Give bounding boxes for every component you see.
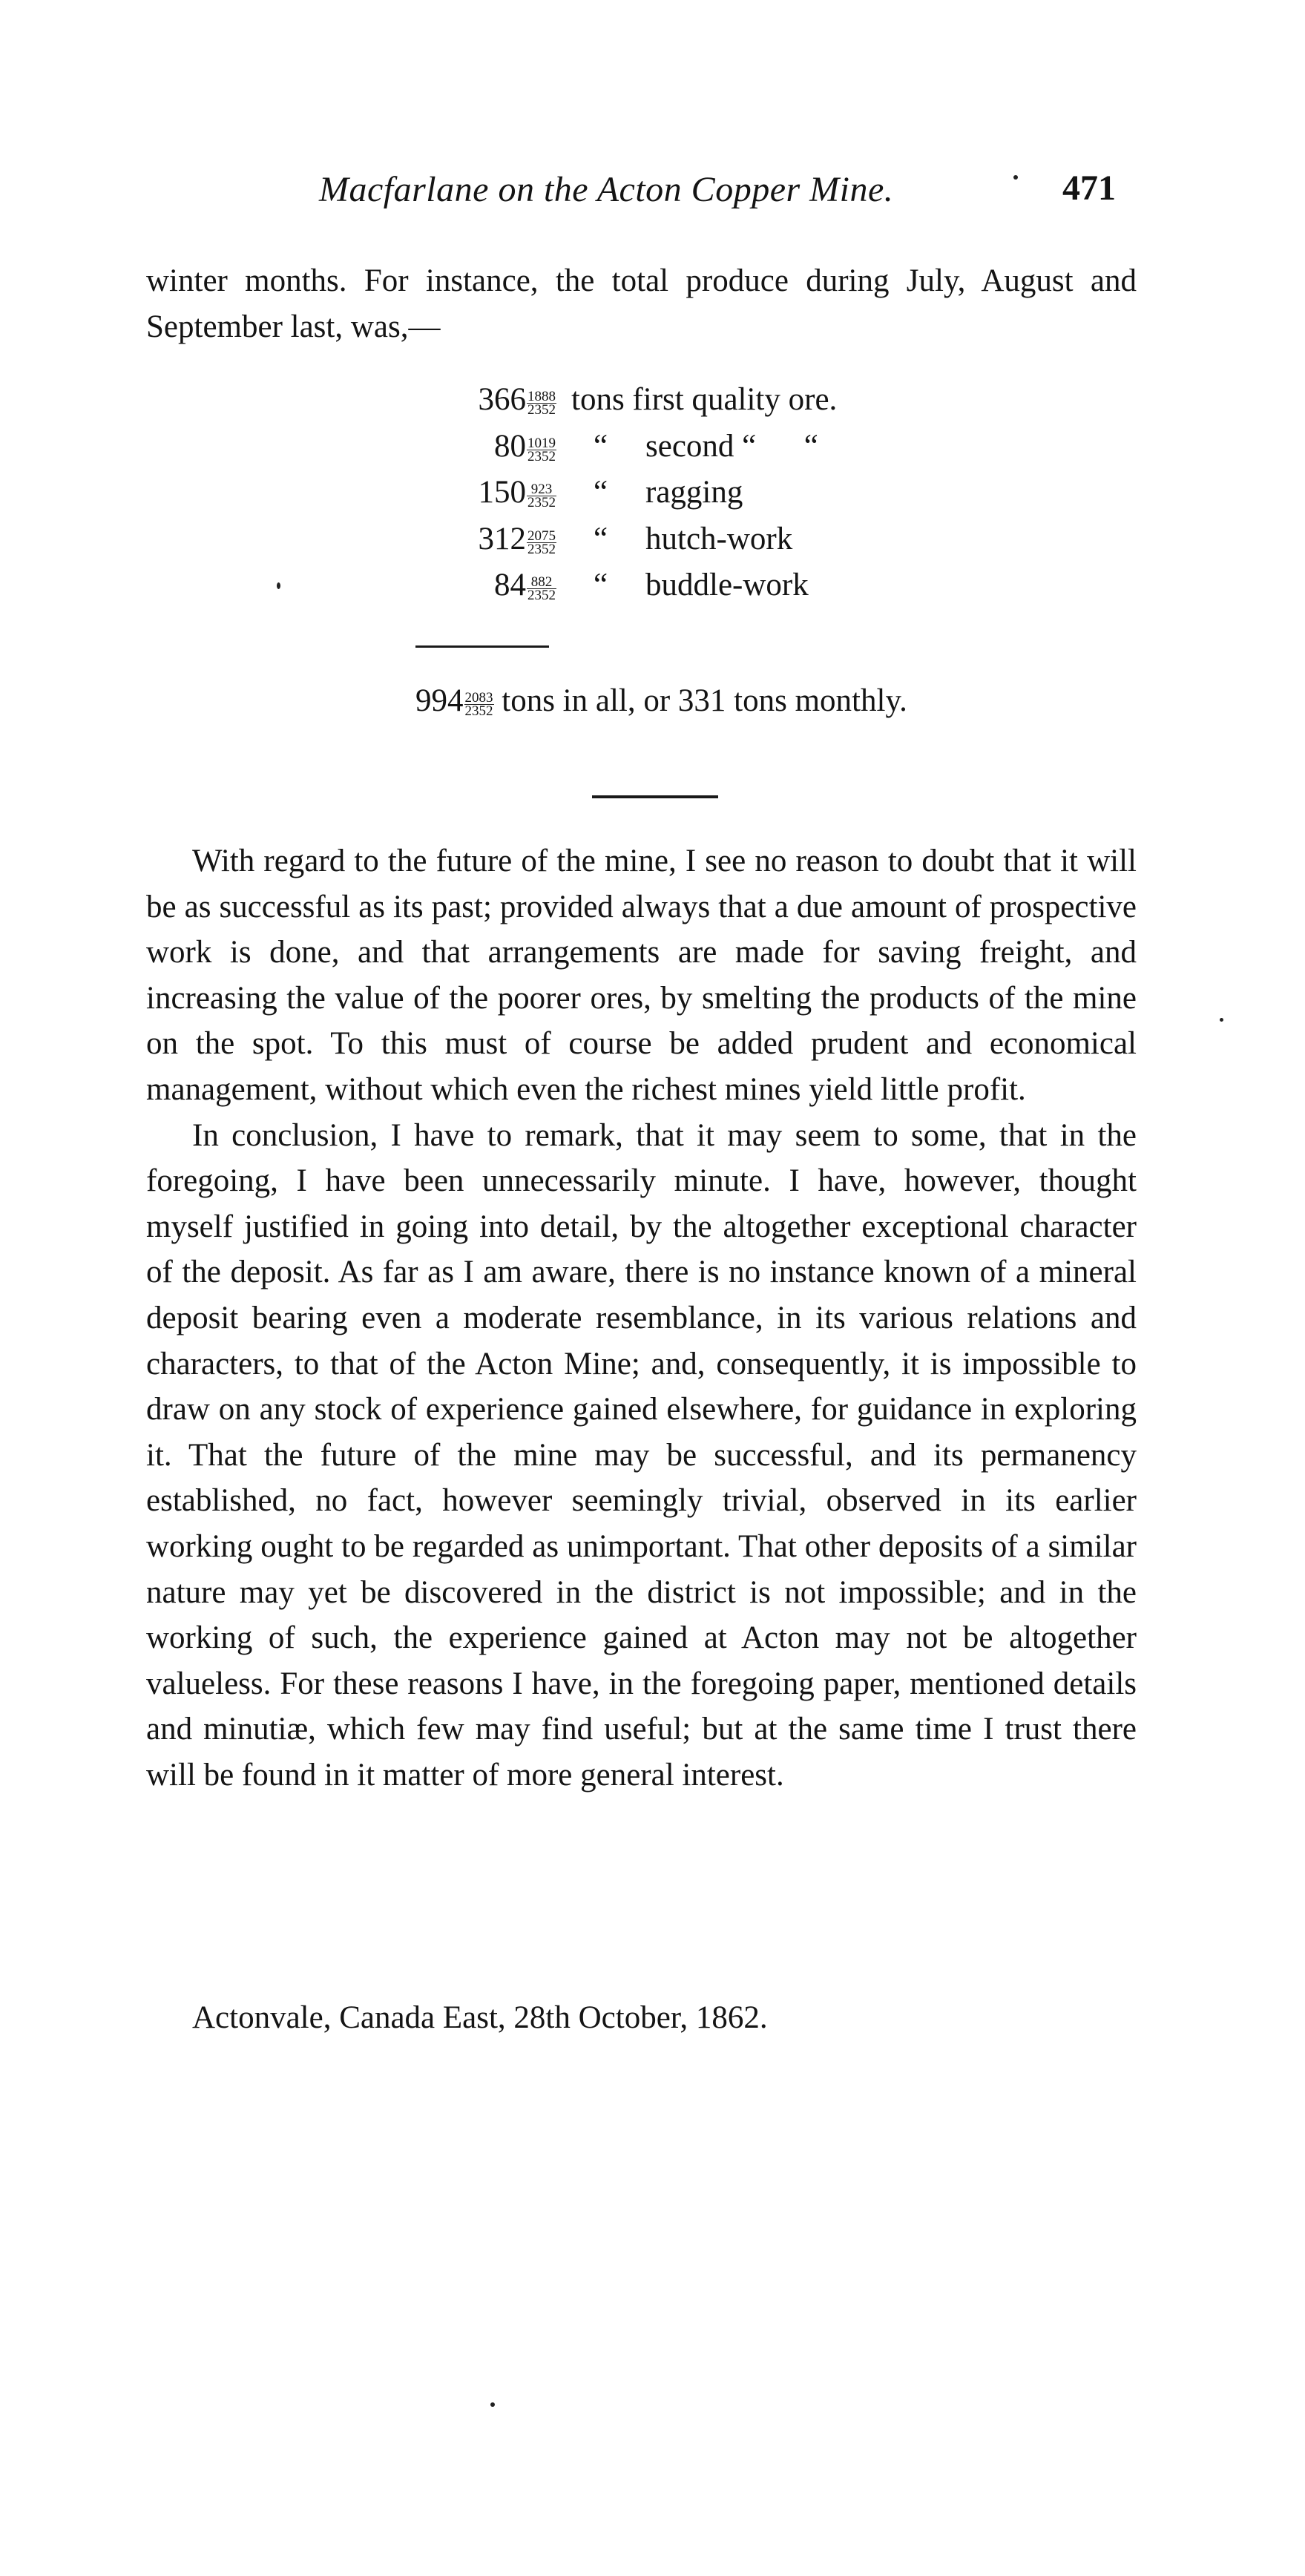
paragraph-future: With regard to the future of the mine, I see no reason to doubt that it will be as successful as its past; provided always that a due amount of prospective work is done, and that arrangements are made for saving freight, and increasing the value of the poorer ores, by smelting the products of the mine on the spot. To this must of course be added prudent and economical management, without which even the richest mines yield little profit. (146, 844, 1137, 1107)
fraction-numerator: 1019 (527, 435, 556, 451)
quantity-fraction (527, 437, 556, 463)
section-divider (592, 795, 718, 798)
total-numerator: 2083 (464, 690, 493, 706)
intro-text: winter months. For instance, the total produce during July, August and September last, was,— (146, 263, 1137, 344)
ore-description: tons first quality ore. (571, 382, 838, 417)
fraction-numerator: 2075 (527, 528, 556, 544)
fraction-denominator: 2352 (527, 588, 556, 603)
quantity-whole: 366 (478, 382, 526, 417)
running-header (0, 169, 1305, 229)
quantity (415, 474, 556, 510)
ditto-mark: “ (594, 568, 608, 602)
total-row (415, 683, 907, 719)
quantity (415, 428, 556, 464)
quantity (415, 567, 556, 603)
page-number: 471 (1062, 168, 1116, 208)
ditto-mark: “ (594, 475, 608, 510)
quantity-whole: 80 (494, 428, 526, 464)
quantity (415, 381, 556, 418)
quantity-fraction (527, 390, 556, 416)
quantity-fraction (527, 530, 556, 556)
ore-description: second “ “ (645, 428, 818, 464)
total-whole: 994 (415, 683, 464, 718)
quantity-whole: 312 (478, 521, 526, 556)
quantity-fraction (527, 576, 556, 602)
ore-description: hutch-work (645, 521, 793, 556)
printer-mark (490, 2402, 495, 2407)
total-denominator: 2352 (464, 703, 493, 719)
ditto-mark: “ (594, 521, 608, 556)
quantity-whole: 150 (478, 475, 526, 510)
printer-mark (277, 582, 280, 589)
quantity-whole: 84 (494, 568, 526, 602)
fraction-denominator: 2352 (527, 402, 556, 418)
running-title: Macfarlane on the Acton Copper Mine. (319, 170, 894, 209)
ore-description: ragging (645, 475, 743, 510)
dateline: Actonvale, Canada East, 28th October, 1862. (192, 2000, 768, 2035)
ore-description: buddle-work (645, 568, 809, 602)
ditto-mark: “ (594, 428, 608, 464)
fraction-numerator: 882 (527, 576, 556, 589)
total-description: tons in all, or 331 tons monthly. (502, 683, 907, 718)
printer-mark (1013, 175, 1018, 180)
fraction-numerator: 923 (527, 483, 556, 496)
intro-paragraph (146, 258, 1137, 349)
fraction-denominator: 2352 (527, 541, 556, 557)
total-fraction (464, 691, 494, 717)
fraction-numerator: 1888 (527, 389, 556, 404)
fraction-denominator: 2352 (527, 495, 556, 510)
fraction-denominator: 2352 (527, 448, 556, 464)
paragraph-conclusion: In conclusion, I have to remark, that it may seem to some, that in the foregoing, I have been unnecessarily minute. I have, however, thought myself justified in going into detail, by the altogether exceptional character of the deposit. As far as I am aware, there is no instance known of a mineral deposit bearing even a moderate resemblance, in its various relations and characters, to that of the Acton Mine; and, consequently, it is impossible to draw on any stock of experience gained elsewhere, for guidance in exploring it. That the future of the mine may be successful, and its permanency established, no fact, however seemingly trivial, observed in its earlier working ought to be regarded as unimportant. That other deposits of a similar nature may yet be discovered in the district is not impossible; and in the working of such, the experience gained at Acton may not be altogether valueless. For these reasons I have, in the foregoing paper, mentioned details and minutiæ, which few may find useful; but at the same time I trust there will be found in it matter of more general interest. (146, 1117, 1137, 1793)
quantity-fraction (527, 483, 556, 509)
total-rule (415, 645, 549, 648)
body-text (146, 838, 1137, 1798)
quantity (415, 521, 556, 557)
printer-mark (1220, 1018, 1223, 1022)
